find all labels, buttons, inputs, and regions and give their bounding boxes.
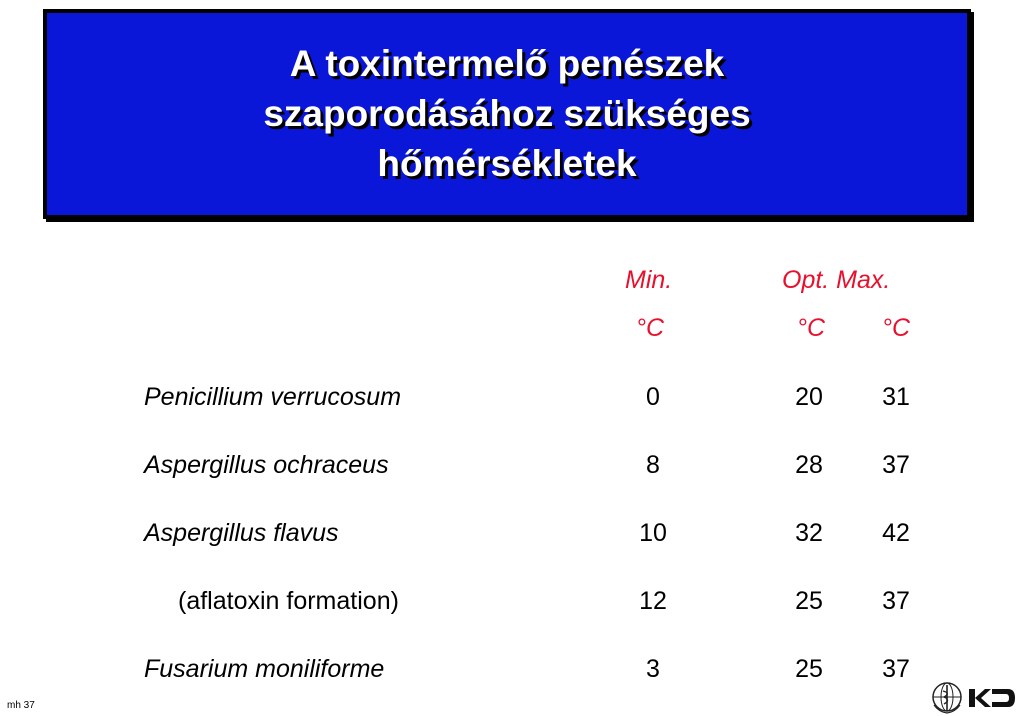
header-unit-opt: °C	[797, 314, 826, 342]
row-opt: 20	[795, 383, 823, 411]
row-name: Aspergillus flavus	[144, 519, 339, 547]
row-opt: 32	[795, 519, 823, 547]
row-max: 37	[882, 655, 910, 683]
row-min: 3	[646, 655, 660, 683]
row-name: Aspergillus ochraceus	[144, 451, 389, 479]
row-opt: 25	[795, 655, 823, 683]
title-box	[43, 9, 971, 219]
title-line-2: szaporodásához szükséges	[263, 93, 751, 134]
title-line-3: hőmérsékletek	[377, 143, 637, 184]
title-line-1: A toxintermelő penészek	[289, 43, 725, 84]
header-unit-min: °C	[636, 314, 665, 342]
ke-logo-icon	[968, 686, 1016, 710]
row-min: 8	[646, 451, 660, 479]
row-min: 0	[646, 383, 660, 411]
header-opt-max: Opt. Max.	[782, 266, 891, 294]
row-max: 37	[882, 451, 910, 479]
row-min: 10	[639, 519, 667, 547]
row-max: 42	[882, 519, 910, 547]
row-max: 37	[882, 587, 910, 615]
row-opt: 25	[795, 587, 823, 615]
row-name: Fusarium moniliforme	[144, 655, 385, 683]
header-min: Min.	[625, 266, 673, 294]
row-max: 31	[882, 383, 910, 411]
who-emblem-icon	[930, 680, 964, 714]
slide-title	[263, 39, 750, 189]
row-name: Penicillium verrucosum	[144, 383, 402, 411]
header-unit-max: °C	[882, 314, 911, 342]
slide-code: mh 37	[7, 700, 35, 711]
row-name: (aflatoxin formation)	[178, 587, 399, 615]
row-opt: 28	[795, 451, 823, 479]
row-min: 12	[639, 587, 667, 615]
